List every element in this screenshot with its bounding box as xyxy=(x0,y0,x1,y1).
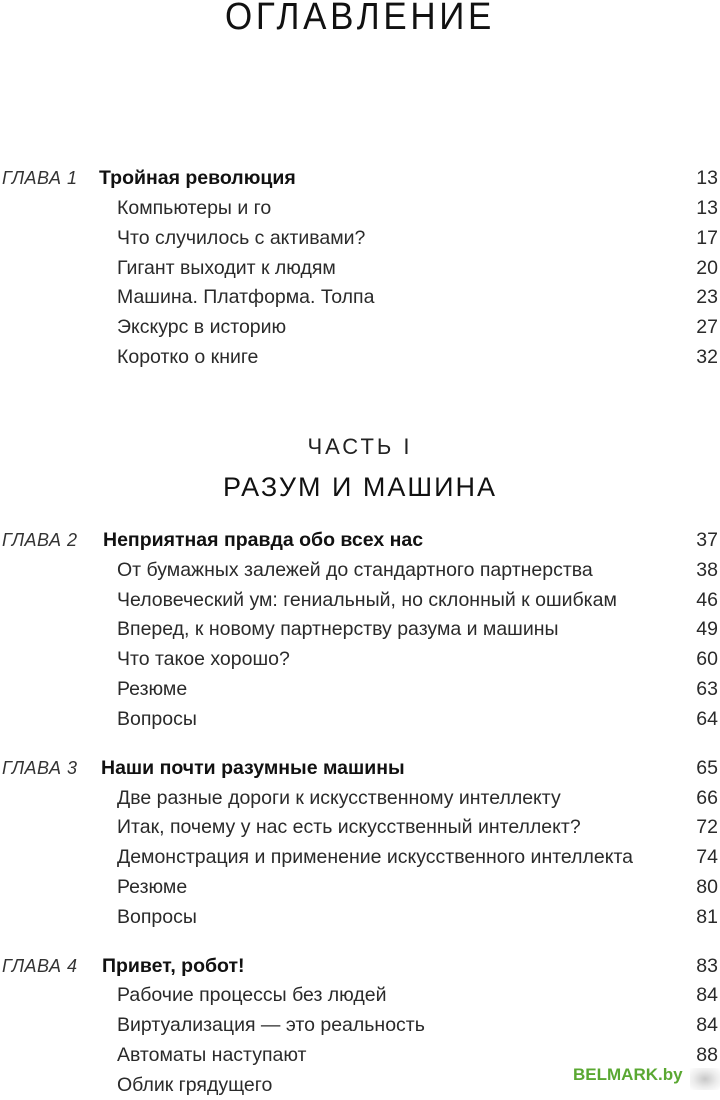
page-number: 83 xyxy=(696,955,718,977)
toc-section-row[interactable] xyxy=(0,1010,720,1040)
page-number: 65 xyxy=(696,757,718,779)
section-title: Две разные дороги к искусственному интеллекту xyxy=(117,787,561,809)
page-number: 81 xyxy=(696,906,718,928)
section-title: Коротко о книге xyxy=(117,346,259,368)
page-number: 20 xyxy=(696,257,718,279)
page-number: 32 xyxy=(696,346,718,368)
toc-section-row[interactable] xyxy=(0,312,720,342)
toc-chapter-row[interactable] xyxy=(0,951,720,981)
section-title: Рабочие процессы без людей xyxy=(117,984,387,1006)
toc-section-row[interactable] xyxy=(0,282,720,312)
toc-section-row[interactable] xyxy=(0,902,720,932)
page-number: 23 xyxy=(696,286,718,308)
page-number: 27 xyxy=(696,316,718,338)
page-number: 88 xyxy=(696,1044,718,1066)
watermark-logo: BELMARK.by xyxy=(573,1065,683,1084)
toc-section-row[interactable] xyxy=(0,644,720,674)
toc-section-row[interactable] xyxy=(0,585,720,615)
toc-section-row[interactable] xyxy=(0,342,720,372)
page-number: 63 xyxy=(696,678,718,700)
page-number: 38 xyxy=(696,559,718,581)
toc-section-row[interactable] xyxy=(0,872,720,902)
section-title: Компьютеры и го xyxy=(117,197,272,219)
toc-section-row[interactable] xyxy=(0,193,720,223)
section-title: Вопросы xyxy=(117,708,197,730)
section-title: Итак, почему у нас есть искусственный интеллект? xyxy=(117,816,581,838)
chapter-title: Тройная революция xyxy=(99,167,296,189)
section-title: Демонстрация и применение искусственного интеллекта xyxy=(117,846,634,868)
section-title: Виртуализация — это реальность xyxy=(117,1014,425,1036)
toc-section-row[interactable] xyxy=(0,704,720,734)
toc-section-row[interactable] xyxy=(0,783,720,813)
chapter-title: Неприятная правда обо всех нас xyxy=(103,529,424,551)
page-number: 72 xyxy=(696,816,718,838)
page-number: 37 xyxy=(696,529,718,551)
page-number: 74 xyxy=(696,846,718,868)
section-title: Машина. Платформа. Толпа xyxy=(117,286,375,308)
chapter-title: Привет, робот! xyxy=(102,955,245,977)
section-title: От бумажных залежей до стандартного партнерства xyxy=(117,559,593,581)
page-number: 13 xyxy=(696,197,718,219)
toc-chapter-row[interactable] xyxy=(0,753,720,783)
section-title: Автоматы наступают xyxy=(117,1044,307,1066)
chapter-label: ГЛАВА 3 xyxy=(2,758,78,778)
blurred-page-number xyxy=(690,1068,720,1090)
section-title: Резюме xyxy=(117,678,188,700)
toc-section-row[interactable] xyxy=(0,812,720,842)
page-number: 60 xyxy=(696,648,718,670)
section-title: Что такое хорошо? xyxy=(117,648,290,670)
page-number: 64 xyxy=(696,708,718,730)
chapter-title: Наши почти разумные машины xyxy=(101,757,405,779)
page-title: ОГЛАВЛЕНИЕ xyxy=(224,0,496,38)
toc-section-row[interactable] xyxy=(0,980,720,1010)
page-number: 13 xyxy=(696,167,718,189)
section-title: Вопросы xyxy=(117,906,197,928)
page-number: 66 xyxy=(696,787,718,809)
page-number: 49 xyxy=(696,618,718,640)
section-title: Человеческий ум: гениальный, но склонный к ошибкам xyxy=(117,589,617,611)
page-number: 17 xyxy=(696,227,718,249)
section-title: Экскурс в историю xyxy=(117,316,287,338)
section-title: Облик грядущего xyxy=(117,1074,273,1096)
section-title: Вперед, к новому партнерству разума и машины xyxy=(117,618,559,640)
toc-section-row[interactable] xyxy=(0,223,720,253)
section-title: Гигант выходит к людям xyxy=(117,257,336,279)
chapter-label: ГЛАВА 1 xyxy=(2,168,78,188)
chapter-label: ГЛАВА 2 xyxy=(2,530,78,550)
section-title: Резюме xyxy=(117,876,188,898)
part-label: ЧАСТЬ I xyxy=(307,434,413,459)
toc-chapter-row[interactable] xyxy=(0,163,720,193)
toc-section-row[interactable] xyxy=(0,253,720,283)
page-number: 84 xyxy=(696,1014,718,1036)
toc-section-row[interactable] xyxy=(0,842,720,872)
page-number: 84 xyxy=(696,984,718,1006)
part-title: РАЗУМ И МАШИНА xyxy=(222,472,498,502)
section-title: Что случилось с активами? xyxy=(117,227,366,249)
chapter-label: ГЛАВА 4 xyxy=(2,956,78,976)
page-number: 46 xyxy=(696,589,718,611)
page-number: 80 xyxy=(696,876,718,898)
toc-section-row[interactable] xyxy=(0,614,720,644)
toc-chapter-row[interactable] xyxy=(0,525,720,555)
toc-section-row[interactable] xyxy=(0,674,720,704)
toc-section-row[interactable] xyxy=(0,555,720,585)
